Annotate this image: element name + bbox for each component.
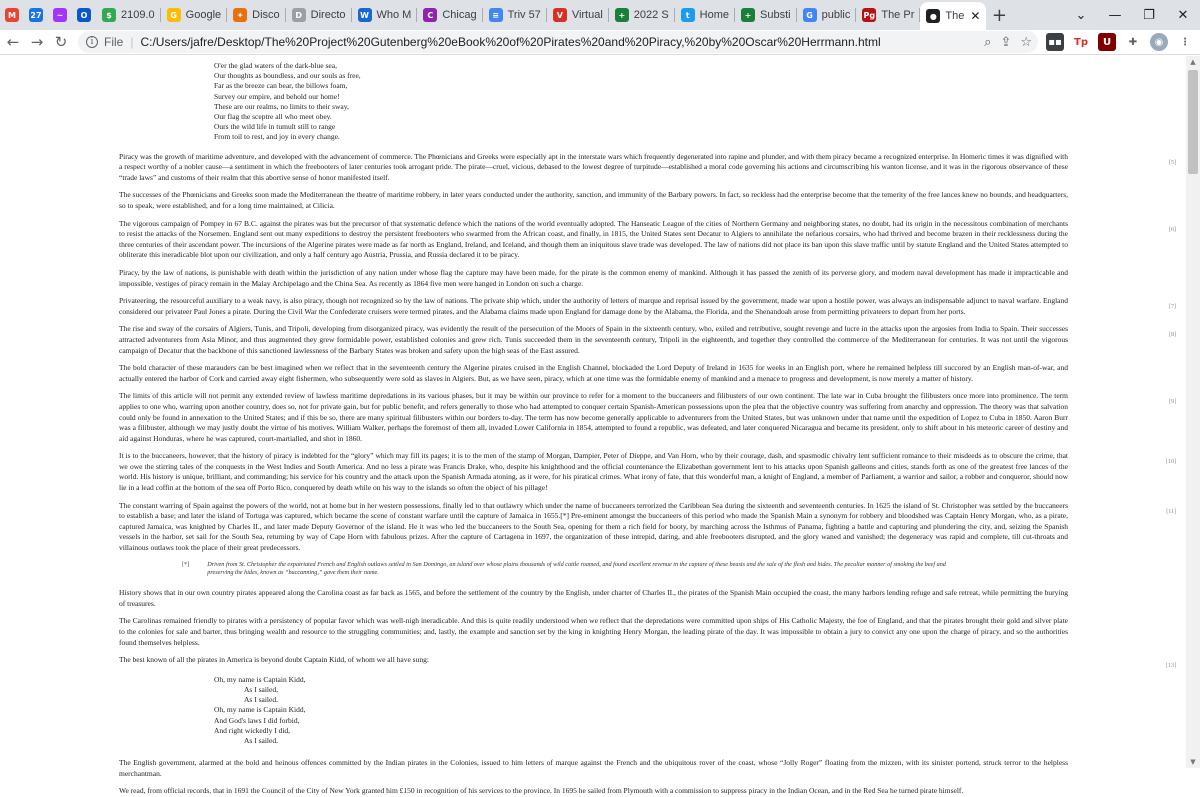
tab-title: Directo <box>310 9 346 21</box>
poem-line: Survey our empire, and behold our home! <box>214 91 340 101</box>
extension-tp-icon[interactable]: Tp <box>1072 33 1090 51</box>
info-icon[interactable]: i <box>86 36 98 48</box>
window-controls <box>1064 0 1200 30</box>
paragraph <box>119 296 1176 317</box>
tab-title: 2022 S <box>633 9 669 21</box>
tab[interactable] <box>161 0 227 30</box>
tab-title: Google <box>185 9 222 21</box>
extension-dark-icon[interactable]: ▪▪ <box>1046 33 1064 51</box>
paragraph <box>119 451 1176 493</box>
extensions-area <box>1038 33 1194 51</box>
tab-title: Who M <box>376 9 412 21</box>
tab[interactable] <box>609 0 675 30</box>
tab[interactable] <box>96 0 161 30</box>
address-bar[interactable] <box>78 31 1038 53</box>
poem-line: And right wickedly I did, <box>214 725 291 735</box>
stopwatch-icon: V <box>553 8 567 22</box>
tab-title: Substi <box>760 9 791 21</box>
tab-title: The <box>945 10 965 22</box>
tab[interactable] <box>856 0 920 30</box>
github-icon: ● <box>926 9 940 23</box>
money-icon: $ <box>102 8 116 22</box>
reload-button[interactable]: ↻ <box>54 33 68 51</box>
zoom-icon[interactable]: ⌕ <box>984 34 992 50</box>
poem-line: Oh, my name is Captain Kidd, <box>214 674 306 684</box>
tab-title: Disco <box>252 9 280 21</box>
tab-title: 2109.0 <box>121 9 155 21</box>
plus-icon: + <box>741 8 755 22</box>
keep-icon: G <box>167 8 181 22</box>
paragraph-text: We read, from official records, that in 1691 the Council of the City of New York granted him £150 in recognition of his services to the province. In 1695 he sailed from Plymouth with a commission to suppress piracy in the Indian Ocean, and in the Red Sea he turned pirate himself. <box>119 786 964 796</box>
poem-line: As I sailed. <box>244 736 278 745</box>
gmail-icon: M <box>5 8 19 22</box>
paragraph-text: The rise and sway of the corsairs of Algiers, Tunis, and Tripoli, developing from disorganized piracy, was evidently the result of the persecution of the Moors of Spain in the sixteenth century, who, exiled and retributive, sought revenge and lucre in the attacks upon the argosies from India to Spain. Their successes attracted adventurers from Asia Minor, and thus augmented they grew formidable power, established colonies and grew rich. Tunis succeeded them in the seventeenth century, Tripoli in the eighteenth, and together they controlled the commerce of the Mediterranean for centuries. It was not until the vigorous campaign of Decatur that the backbone of this sanctioned lawlessness of the Barbary States was broken and safety upon the high seas of the East assured. <box>119 324 1068 355</box>
omnibox-actions <box>984 31 1032 53</box>
paragraph <box>119 363 1068 384</box>
scroll-down-arrow-icon[interactable]: ▼ <box>1190 758 1196 766</box>
gutenberg-icon: Pg <box>862 8 876 22</box>
paragraph-text: The bold character of these marauders can be best imagined when we reflect that in the seventeenth century the Algerine pirates cruised in the English Channel, blockaded the Lord Deputy of Ireland in 1635 for weeks in an English port, where he remained helpless till succored by an English man-of-war, and actually entered the harbor of Cork and carried away eight fishermen, who subsequently were sold as slaves in Algiers. But, as we have seen, piracy, which at one time was the formidable enemy of mankind and a menace to progress and development, is now merely a matter of history. <box>119 363 1068 383</box>
paragraph <box>119 190 1068 211</box>
paragraph <box>119 151 1176 184</box>
tab-search-button[interactable]: ⌄ <box>1075 7 1087 23</box>
profile-avatar-icon[interactable]: ◉ <box>1150 33 1168 51</box>
poem-captain-kidd <box>214 675 1186 746</box>
page-number-link[interactable]: [10] <box>1166 459 1176 466</box>
scroll-thumb[interactable] <box>1188 70 1198 174</box>
calendar-icon: 27 <box>29 8 43 22</box>
paragraph <box>119 758 1068 779</box>
tab[interactable] <box>227 0 286 30</box>
app-icon: O <box>77 8 91 22</box>
tab[interactable] <box>24 0 48 30</box>
paragraph-text: It is to the buccaneers, however, that the history of piracy is indebted for the “glory” which may fill its pages; it is to the men of the stamp of Morgan, Dampier, Peter of Dieppe, and Van Horn, who by their courage, dash, and spasmodic chivalry lent sufficient romance to their misdeeds as to obscure the crime, that we owe the stirring tales of the conquests in the West Indies and South America. And no less a pirate was Francis Drake, who, despite his knighthood and the official countenance the Elizabethan government lent to his attacks upon Spanish galleons and cities, stands forth as one of the greatest free lances of the world. His history is unique, brilliant, and commanding; his service for his country and the attack upon the Spanish Armada atoning, as it were, for his piratical crimes. What irony of fate, that this wonderful man, a knight of England, a member of Parliament, a warrior and sailor, a robber and conqueror, should now lie in a lead coffin at the bottom of the sea off Porto Rico, conquered by death while on his way to the islands so often the object of his pillage! <box>119 451 1068 493</box>
extension-puzzle-icon[interactable]: ✚ <box>1124 33 1142 51</box>
poem-line: From toil to rest, and joy in every change. <box>214 132 340 142</box>
menu-icon[interactable]: ⋮ <box>1176 33 1194 51</box>
poem-line: O'er the glad waters of the dark-blue sea, <box>214 61 337 70</box>
paragraph <box>119 655 1176 670</box>
page-number-link[interactable]: [7] <box>1169 304 1176 311</box>
vertical-scrollbar[interactable] <box>1186 56 1200 768</box>
tab-title: Virtual <box>571 9 603 21</box>
fan-icon: ✦ <box>233 8 247 22</box>
paragraph-text: The vigorous campaign of Pompey in 67 B.C. against the pirates was but the precursor of that systematic defence which the nations of the world eventually adopted. The Hanseatic League of the cities of Northern Germany and neighboring states, no doubt, had its origin in the necessitous combination of merchants to resist the attacks of the Norsemen. England sent out many expeditions to destroy the persistent freebooters who swarmed from the African coast, and finally, in 1815, the United States sent Decatur to Algiers to annihilate the nefarious corsairs, who had thrived and become brazen in their recklessness during the three centuries of their ascendant power. The incursions of the Algerine pirates were made as far north as England, Ireland, and Iceland, and though them an iniquitous slave trade was developed. The law of nations did not place its ban upon this slave traffic until by statute England and the United States attempted to obliterate this ineradicable blot upon our civilization, and only a half century ago Austria, Prussia, and Russia declared it to be piracy. <box>119 218 1068 260</box>
security-label: File <box>104 35 124 49</box>
paragraph-text: The limits of this article will not permit any extended review of lawless maritime depredations in its various phases, but it may be within our province to refer for a moment to the buccaneers and filibusters of our own continent. The late war in Cuba brought the filibusters once more into prominence. The term applies to one who, warring upon another country, does so, not for private gain, but for public benefit, and refers generally to those who had attempted to conquer certain Spanish-American possessions upon the plea that the objective country was suffering from anarchy and oppression. The theory was that salvation could only be found in annexation to the United States; and if this be so, there are many spiritual filibusters within our borders to-day. The term has now become generally applicable to adventurers from the United States, but was unknown under that name until the expedition of Lopez to Cuba in 1850. Aaron Burr was a filibuster, although we may justly doubt the virtue of his motives. William Walker, perhaps the foremost of them all, invaded Lower California in 1854, attempted to found a republic, was defeated, and later conquered Nicaragua and became its president, only to shift about in his meteoric career of destiny and aid against Honduras, where he was captured, court-martialled, and shot in 1860. <box>119 391 1068 443</box>
bookmark-star-icon[interactable]: ☆ <box>1020 34 1032 50</box>
google-icon: G <box>803 8 817 22</box>
tab[interactable] <box>920 2 986 30</box>
paragraph <box>119 588 1068 609</box>
page-number-link[interactable]: [5] <box>1169 159 1176 166</box>
paragraph-text: The Carolinas remained friendly to pirates with a persistency of popular favor which was well-nigh ineradicable. And this is quite readily understood when we reflect that the depredations were committed upon ships of His Catholic Majesty, the foe of England, and that the pirates brought their gold and silver plate to the colonies for sale and barter, thus bringing wealth and resource to the struggling communities; and, lastly, the example and sanction set by the king in knighting Henry Morgan, the leading pirate of the day. It was impossible to obtain a jury to convict any one upon the charge of piracy, and so the authorities found themselves helpless. <box>119 616 1068 647</box>
messenger-icon: ~ <box>53 8 67 22</box>
poem-top <box>214 61 1186 143</box>
tab[interactable] <box>72 0 96 30</box>
paragraph <box>119 218 1176 261</box>
tab-title: public <box>821 9 851 21</box>
tab-title: Triv 57 <box>507 9 541 21</box>
page-number-link[interactable]: [9] <box>1169 399 1176 406</box>
tab[interactable] <box>735 0 797 30</box>
tab[interactable] <box>483 0 547 30</box>
poem-line: Our flag the sceptre all who meet obey. <box>214 112 332 122</box>
chicago-icon: C <box>423 8 437 22</box>
paragraph-text: Piracy was the growth of maritime adventure, and developed with the advancement of commerce. The Phœnicians and Greeks were especially apt in the interstate wars which frequently degenerated into rapine and plunder, and with them piracy became a recognized enterprise. In Homeric times it was dignified with a respect worthy of a nobler cause—a sentiment in which the freebooters of later centuries took arrogant pride. The pirate—cruel, vicious, debased to the lowest degree of turpitude—established a moral code governing his actions and circumscribing his wanton license, and it was in the rigorous observance of these “trade laws” and customs of their realm that this abortive sense of honor manifested itself. <box>119 151 1068 182</box>
tab[interactable] <box>797 0 857 30</box>
tab[interactable] <box>547 0 609 30</box>
page-number-link[interactable]: [13] <box>1166 663 1176 670</box>
paragraph-text: The successes of the Phœnicians and Greeks soon made the Mediterranean the theatre of maritime robbery, in later years conducted under the authority, sanction, and immunity of the Barbary powers. In fact, so reckless had the enterprise become that the temerity of the free lances knew no bounds, and headquarters, so to speak, were established, and for a long time maintained, at Cilicia. <box>119 190 1068 210</box>
poem-line: Far as the breeze can bear, the billows foam, <box>214 81 348 91</box>
poem-line: And God's laws I did forbid, <box>214 715 300 725</box>
back-button[interactable]: ← <box>6 33 20 51</box>
plus-icon: + <box>615 8 629 22</box>
poem-line: Oh, my name is Captain Kidd, <box>214 705 306 715</box>
extension-ublock-icon[interactable]: U <box>1098 33 1116 51</box>
who-icon: W <box>358 8 372 22</box>
restore-button[interactable]: ❐ <box>1143 7 1155 23</box>
page-number-link[interactable]: [8] <box>1169 332 1176 339</box>
footnote-text: Driven from St. Christopher the expatriated French and English outlaws settled in San Domingo, an island over whose plains thousands of wild cattle roamed, and found excellent revenue in the capture of these beasts and the sale of the flesh and hides. The peculiar manner of smoking the beef and preserving the hides, known as “buccanning,” gave them their name. <box>207 560 946 577</box>
poem-line: These are our realms, no limits to their sway, <box>214 101 349 111</box>
docs-icon: ≡ <box>489 8 503 22</box>
paragraph <box>119 786 1068 797</box>
footnote <box>182 561 964 579</box>
paragraph <box>119 268 1068 289</box>
paragraphs-b <box>0 588 1186 670</box>
paragraph-text: The best known of all the pirates in America is beyond doubt Captain Kidd, of whom we all have sung: <box>119 655 429 665</box>
scroll-up-arrow-icon[interactable]: ▲ <box>1190 58 1196 66</box>
paragraphs-a <box>0 152 1186 554</box>
tab[interactable] <box>352 0 418 30</box>
poem-line: Our thoughts as boundless, and our souls as free, <box>214 71 361 81</box>
close-tab-icon[interactable]: ✕ <box>970 9 981 23</box>
new-tab-button[interactable]: + <box>991 4 1007 26</box>
directory-icon: D <box>292 8 306 22</box>
paragraph <box>119 324 1176 356</box>
share-icon[interactable]: ⇪ <box>1000 34 1012 50</box>
tab[interactable] <box>48 0 72 30</box>
paragraph-text: History shows that in our own country pirates appeared along the Carolina coast as far back as 1565, and before the settlement of the country by the English, under charter of Charles II., the pirates of the Spanish Main occupied the coast, the many harbors lending refuge and safe retreat, while permitting the burying of treasures. <box>119 588 1068 608</box>
poem-line: As I sailed. <box>244 695 278 705</box>
tab[interactable] <box>417 0 482 30</box>
tab-title: The Pr <box>881 9 915 21</box>
forward-button[interactable]: → <box>30 33 44 51</box>
tab[interactable] <box>675 0 735 30</box>
minimize-button[interactable]: — <box>1108 7 1122 23</box>
tab[interactable] <box>0 0 24 30</box>
tab-title: Chicag <box>442 9 477 21</box>
footnote-marker[interactable]: [*] <box>182 560 190 568</box>
close-window-button[interactable]: ✕ <box>1177 7 1189 23</box>
poem-line: Ours the wild life in tumult still to range <box>214 122 336 132</box>
url-separator: | <box>130 35 134 49</box>
tab-strip <box>0 0 1200 30</box>
browser-toolbar <box>0 30 1200 55</box>
poem-line: As I sailed, <box>244 684 278 694</box>
paragraph-text: Piracy, by the law of nations, is punishable with death within the jurisdiction of any nation under whose flag the capture may have been made, for the pirate is the common enemy of mankind. Although it has passed the zenith of its perverse glory, and modern naval development has made it impracticable and impossible, vestiges of piracy remain in the Malay Archipelago and the China Sea. As recently as 1864 five men were hanged in London on such a charge. <box>119 267 1068 288</box>
twitter-icon: t <box>681 8 695 22</box>
tab[interactable] <box>286 0 352 30</box>
page-number-link[interactable]: [11] <box>1166 508 1176 515</box>
paragraph <box>119 616 1068 648</box>
paragraph <box>119 500 1176 554</box>
paragraph-text: The English government, alarmed at the bold and heinous offences committed by the Indian pirates in the Colonies, issued to him letters of marque against the French and the ubiquitous rover of the coast, whose “Jolly Roger” floating from the mizzen, with its sinister portend, struck terror to the helpless merchantman. <box>119 758 1068 778</box>
tab-title: Home <box>699 9 730 21</box>
paragraphs-c <box>0 758 1186 797</box>
page-number-link[interactable]: [6] <box>1169 226 1176 233</box>
url-text[interactable]: C:/Users/jafre/Desktop/The%20Project%20Gutenberg%20eBook%20of%20Pirates%20and%20Piracy,%20by%20Oscar%20Herrmann.html <box>140 35 881 49</box>
document-page <box>0 56 1186 796</box>
paragraph-text: The constant warring of Spain against the powers of the world, not at home but in her western possessions, finally led to that outlawry which under the name of buccaneers terrorized the Caribbean Sea during the sixteenth and seventeenth centuries. In 1625 the island of St. Christopher was settled by the buccaneers to establish a base; and later the island of Tortuga was captured, which became the scene of constant warfare until the capture of Jamaica in 1655.[*] Pre-eminent amongst the buccaneers of this period who made the Spanish Main a synonym for robbery and bloodshed was Captain Henry Morgan, who, as a pirate, captured Jamaica, was knighted by Charles II., and later made Deputy Governor of the island. He it was who led the buccaneers to the South Sea, opening for them a rich field for booty, by marching across the Isthmus of Panama, fighting a battle and capturing and plundering the city, and, seizing the Spanish vessels in the harbor, set sail for the South Sea, returning by way of Cape Horn with fabulous prizes. After the capture of Cartagena in 1697, the organization of these intrepid, daring, and able freebooters disrupted, and the glory waned and vanished; the degeneracy was rapid and complete, till cut-throats and villainous outlaws took the place of their great predecessors. <box>119 500 1068 553</box>
tab-list <box>0 0 986 30</box>
paragraph-text: Privateering, the resourceful auxiliary to a weak navy, is also piracy, though not recognized so by the law of nations. The private ship which, under the authority of letters of marque and reprisal issued by the government, made war upon a hostile power, was always an indispensable adjunct to naval warfare. England considered our privateer Paul Jones a pirate. During the Civil War the Confederate cruisers were termed pirates, and the Alabama claims made upon England for damage done by the Alabama, the Florida, and the Shenandoah arose from permitting privateers to depart from her ports. <box>119 296 1068 316</box>
paragraph <box>119 391 1176 444</box>
